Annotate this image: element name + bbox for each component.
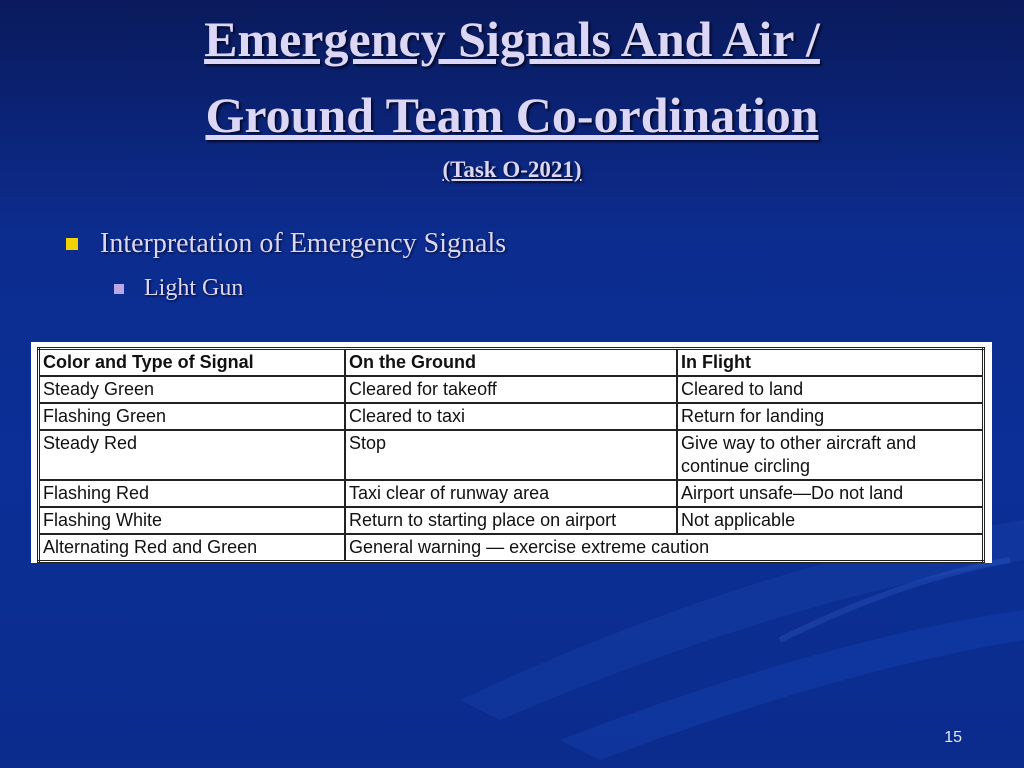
table-cell: Cleared to taxi xyxy=(345,403,677,430)
signal-table-panel xyxy=(31,342,992,563)
table-row xyxy=(39,376,984,403)
slide-title-line-1: Emergency Signals And Air / xyxy=(204,11,820,67)
table-row xyxy=(39,430,984,480)
table-cell: Flashing Red xyxy=(39,480,346,507)
slide-subtitle: (Task O-2021) xyxy=(442,157,582,182)
table-cell: Cleared to land xyxy=(677,376,984,403)
bullet-sub-text: Light Gun xyxy=(144,275,244,301)
bullet-main xyxy=(66,228,506,260)
column-header: In Flight xyxy=(677,349,984,377)
square-bullet-icon xyxy=(114,284,124,294)
table-cell: Return to starting place on airport xyxy=(345,507,677,534)
square-bullet-icon xyxy=(66,238,78,250)
bullet-sub xyxy=(114,275,243,302)
column-header: On the Ground xyxy=(345,349,677,377)
table-cell: Stop xyxy=(345,430,677,480)
table-row xyxy=(39,403,984,430)
table-cell: Cleared for takeoff xyxy=(345,376,677,403)
table-row xyxy=(39,507,984,534)
table-cell: Give way to other aircraft and continue circling xyxy=(677,430,984,480)
table-cell: Taxi clear of runway area xyxy=(345,480,677,507)
table-cell: Flashing Green xyxy=(39,403,346,430)
table-cell: Alternating Red and Green xyxy=(39,534,346,562)
table-cell: Airport unsafe—Do not land xyxy=(677,480,984,507)
bullet-main-text: Interpretation of Emergency Signals xyxy=(100,228,507,259)
table-header-row xyxy=(39,349,984,377)
light-gun-signal-table xyxy=(37,347,985,563)
table-cell: Not applicable xyxy=(677,507,984,534)
table-cell: Return for landing xyxy=(677,403,984,430)
table-cell: Steady Red xyxy=(39,430,346,480)
page-number: 15 xyxy=(944,729,962,746)
table-row xyxy=(39,534,984,562)
table-row xyxy=(39,480,984,507)
column-header: Color and Type of Signal xyxy=(39,349,346,377)
slide-title-line-2: Ground Team Co-ordination xyxy=(205,87,819,143)
table-cell: Flashing White xyxy=(39,507,346,534)
table-cell: General warning — exercise extreme caution xyxy=(345,534,984,562)
table-cell: Steady Green xyxy=(39,376,346,403)
